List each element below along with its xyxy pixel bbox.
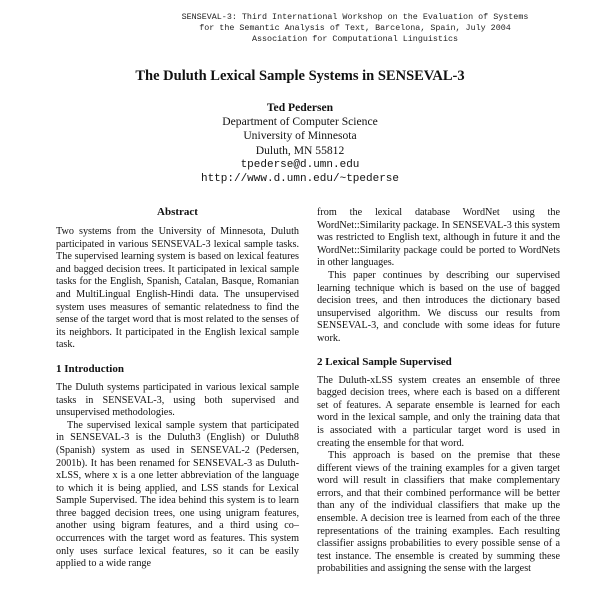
introduction-paragraph-1: The Duluth systems participated in various lexical sample tasks in SENSEVAL-3, using both supervised and unsupervised methodologies. (56, 381, 299, 419)
header-line-2: for the Semantic Analysis of Text, Barcelona, Spain, July 2004 (199, 23, 511, 33)
author-university: University of Minnesota (243, 129, 357, 143)
abstract-text: Two systems from the University of Minnesota, Duluth participated in various SENSEVAL-3 lexical sample tasks. The supervised learning system is based on lexical features and bagged decision trees. It participated in lexical sample tasks for the English, Spanish, Catalan, Basque, Romanian and MultiLingual English-Hindi data. The unsupervised system uses measures of semantic relatedness to find the sense of the target word that is most related to the senses of its neighbors. It participated in the English lexical sample task. (56, 226, 299, 351)
left-column (56, 205, 299, 571)
section-2-paragraph-2: This approach is based on the premise that these different views of the training examples for a given target word will result in classifiers that make complementary errors, and that their combined performance will be better than any of the individual classifiers that make up the ensemble. A decision tree is learned from each of the three representations of the training examples. Each resulting classifier assigns probabilities to every possible sense of a test instance. The ensemble is created by summing these probabilities and assigning the sense with the largest (317, 450, 560, 575)
author-name: Ted Pedersen (266, 101, 334, 114)
author-email[interactable]: tpederse@d.umn.edu (240, 158, 360, 171)
right-paragraph-2: This paper continues by describing our supervised learning technique which is based on the use of bagged decision trees, and then introduces the dictionary based unsupervised algorithm. We discuss our results from SENSEVAL-3, and conclude with some ideas for future work. (317, 269, 560, 344)
header-line-1: SENSEVAL-3: Third International Workshop on the Evaluation of Systems (181, 12, 529, 22)
paper-title: The Duluth Lexical Sample Systems in SENSEVAL-3 (135, 68, 465, 84)
header-line-3: Association for Computational Linguistics (251, 34, 459, 44)
section-2-heading: 2 Lexical Sample Supervised (317, 355, 452, 368)
abstract-heading: Abstract (157, 206, 198, 218)
conference-header (130, 12, 580, 45)
author-block (0, 101, 600, 186)
right-column (317, 207, 560, 576)
introduction-heading: 1 Introduction (56, 362, 124, 375)
section-2-paragraph-1: The Duluth-xLSS system creates an ensemble of three bagged decision trees, where each is based on a different set of features. A separate ensemble is learned for each word in the lexical sample, and only the training data that is associated with a particular target word is used in creating the ensemble for that word. (317, 374, 560, 449)
author-url[interactable]: http://www.d.umn.edu/~tpederse (200, 173, 400, 186)
author-city: Duluth, MN 55812 (255, 143, 345, 157)
introduction-paragraph-2: The supervised lexical sample system that participated in SENSEVAL-3 is the Duluth3 (English) or Duluth8 (Spanish) system as used in SENSEVAL-2 (Pedersen, 2001b). It has been renamed for SENSEVAL-3 as Duluth-xLSS, where x is a one letter abbreviation of the language to which it is being applied, and LSS stands for Lexical Sample Supervised. The idea behind this system is to learn three bagged decision trees, one using unigram features, another using bigram features, and a third using co–occurrences with the target word as features. This system only uses surface lexical features, so it can be easily applied to a wide range (56, 419, 299, 570)
author-department: Department of Computer Science (222, 115, 378, 129)
right-paragraph-1: from the lexical database WordNet using the WordNet::Similarity package. In SENSEVAL-3 this system was restricted to English text, although in future it and the WordNet::Similarity package could be ported to WordNets in other languages. (317, 207, 560, 269)
